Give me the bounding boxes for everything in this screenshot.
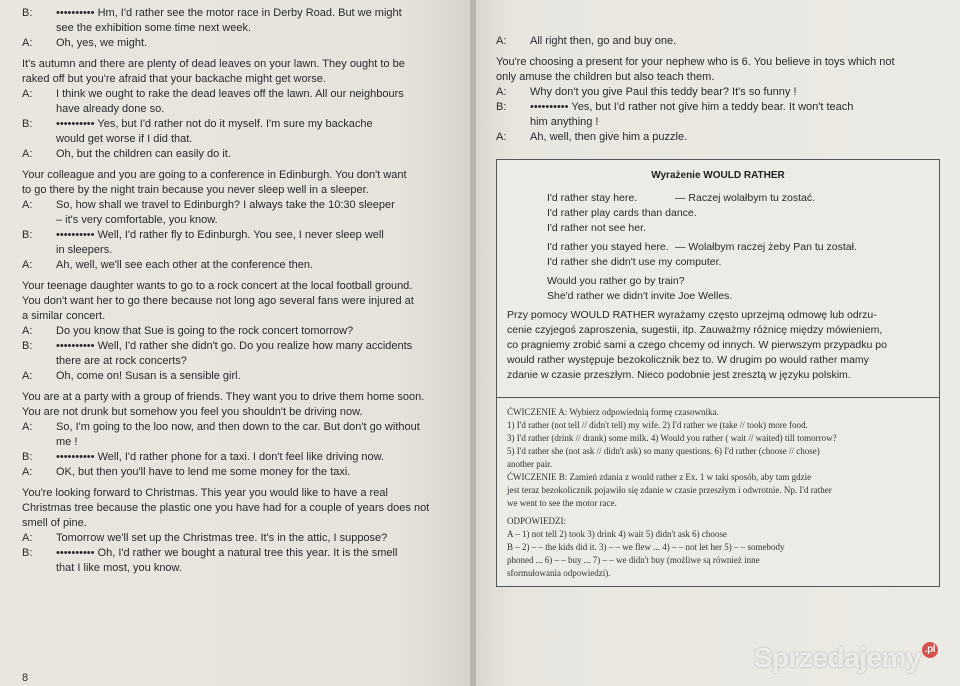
dialogue-line	[496, 130, 940, 145]
dialogue-text: •••••••••• Oh, I'd rather we bought a natural tree this year. It is the smell	[56, 547, 398, 559]
watermark-dot-icon: .pl	[922, 642, 938, 658]
speaker-label: B:	[22, 547, 33, 559]
dialogue-text: Oh, come on! Susan is a sensible girl.	[56, 370, 241, 382]
speaker-label: A:	[496, 131, 507, 143]
dialogue-line	[22, 324, 462, 339]
narration-line: a similar concert.	[22, 310, 106, 322]
exercise-b-line: we went to see the motor race.	[507, 498, 617, 508]
dialogue-line	[22, 6, 462, 21]
right-dialogue	[496, 34, 940, 145]
exercise-a	[507, 406, 929, 471]
dialogue-line	[22, 117, 462, 132]
dialogue-line	[496, 34, 940, 49]
explanation-line: would rather występuje bezokolicznik bez to. W drugim po would rather mamy	[507, 354, 869, 366]
dialogue-continuation: there are at rock concerts?	[56, 355, 187, 367]
example-english: Would you rather go by train?	[547, 275, 685, 287]
dialogue-text: •••••••••• Well, I'd rather fly to Edinburgh. You see, I never sleep well	[56, 229, 384, 241]
dialogue-line	[22, 450, 462, 465]
exercise-b-line: ĆWICZENIE B: Zamień zdania z would rather z Ex. 1 w taki sposób, aby tam gdzie	[507, 472, 812, 482]
dialogue-text: Do you know that Sue is going to the rock concert tomorrow?	[56, 325, 354, 337]
speaker-label: A:	[22, 325, 33, 337]
dialogue-text: •••••••••• Yes, but I'd rather not do it myself. I'm sure my backache	[56, 118, 373, 130]
answers-title: ODPOWIEDZI:	[507, 516, 566, 526]
dialogue-line	[22, 36, 462, 51]
answer-line: sformułowania odpowiedzi).	[507, 568, 611, 578]
example-row	[507, 289, 929, 304]
speaker-label: A:	[22, 532, 33, 544]
explanation-line: Przy pomocy WOULD RATHER wyrażamy często uprzejmą odmowę lub odrzu-	[507, 309, 877, 321]
speaker-label: A:	[22, 148, 33, 160]
speaker-label: A:	[22, 466, 33, 478]
example-english: I'd rather play cards than dance.	[547, 207, 697, 219]
narration-line: You're looking forward to Christmas. This year you would like to have a real	[22, 487, 388, 499]
watermark	[754, 642, 938, 674]
speaker-label: B:	[22, 118, 33, 130]
dialogue-text: •••••••••• Yes, but I'd rather not give him a teddy bear. It won't teach	[530, 101, 854, 113]
dialogue-line	[22, 228, 462, 243]
speaker-label: A:	[22, 37, 33, 49]
speaker-label: A:	[22, 421, 33, 433]
exercise-a-line: ĆWICZENIE A: Wybierz odpowiednią formę czasownika.	[507, 407, 719, 417]
speaker-label: B:	[496, 101, 507, 113]
example-row	[507, 274, 929, 289]
exercise-a-line: 5) I'd rather she (not ask // didn't ask) so many questions. 6) I'd rather (choose // chose)	[507, 446, 820, 456]
exercise-a-line: another pair.	[507, 459, 552, 469]
example-polish: — Raczej wolałbym tu zostać.	[675, 192, 816, 204]
dialogue-line	[22, 420, 462, 435]
speaker-label: A:	[22, 88, 33, 100]
dialogue-line	[22, 258, 462, 273]
dialogue-continuation: have already done so.	[56, 103, 165, 115]
explanation-line: cenie czyjegoś zaproszenia, sugestii, itp. Zauważmy różnicę między mówieniem,	[507, 324, 883, 336]
narration-line: Your teenage daughter wants to go to a rock concert at the local football ground.	[22, 280, 413, 292]
example-row	[507, 221, 929, 236]
dialogue-text: So, how shall we travel to Edinburgh? I always take the 10:30 sleeper	[56, 199, 395, 211]
exercise-a-line: 1) I'd rather (not tell // didn't tell) my wife. 2) I'd rather we (take // took) more food.	[507, 420, 808, 430]
exercise-b-line: jest teraz bezokolicznik pojawiło się zdanie w czasie przeszłym i odwrotnie. Np. I'd rather	[507, 485, 832, 495]
exercise-a-line: 3) I'd rather (drink // drank) some milk. 4) Would you rather ( wait // waited) till tomorrow?	[507, 433, 837, 443]
example-row	[507, 206, 929, 221]
dialogue-continuation: that I like most, you know.	[56, 562, 182, 574]
grammar-box-title: Wyrażenie WOULD RATHER	[651, 170, 785, 181]
narration-line: You don't want her to go there because not long ago several fans were injured at	[22, 295, 414, 307]
speaker-label: A:	[22, 259, 33, 271]
dialogue-line	[22, 531, 462, 546]
answer-line: A – 1) not tell 2) took 3) drink 4) wait 5) didn't ask 6) choose	[507, 529, 727, 539]
narration-line: to go there by the night train because you never sleep well in a sleeper.	[22, 184, 369, 196]
right-page	[476, 0, 960, 686]
exercise-b	[507, 471, 929, 510]
watermark-text: Sprzedajemy	[753, 642, 921, 673]
dialogue-text: OK, but then you'll have to lend me some money for the taxi.	[56, 466, 351, 478]
dialogue-text: So, I'm going to the loo now, and then down to the car. But don't go without	[56, 421, 420, 433]
dialogue-line	[22, 546, 462, 561]
dialogue-continuation: would get worse if I did that.	[56, 133, 193, 145]
answer-line: B – 2) – – the kids did it. 3) – – we flew ... 4) – – not let her 5) – – somebody	[507, 542, 785, 552]
narration-line: only amuse the children but also teach them.	[496, 71, 715, 83]
dialogue-text: •••••••••• Hm, I'd rather see the motor race in Derby Road. But we might	[56, 7, 402, 19]
dialogue-text: Tomorrow we'll set up the Christmas tree. It's in the attic, I suppose?	[56, 532, 388, 544]
example-english: She'd rather we didn't invite Joe Welles.	[547, 290, 733, 302]
dialogue-continuation: me !	[56, 436, 78, 448]
dialogue-continuation: see the exhibition some time next week.	[56, 22, 252, 34]
answer-line: phoned ... 6) – – buy ... 7) – – we didn't buy (możliwe są również inne	[507, 555, 760, 565]
dialogue-line	[22, 147, 462, 162]
speaker-label: B:	[22, 340, 33, 352]
dialogue-line	[22, 465, 462, 480]
narration-line: raked off but you're afraid that your backache might get worse.	[22, 73, 326, 85]
example-polish: — Wolałbym raczej żeby Pan tu został.	[675, 241, 857, 253]
dialogue-text: •••••••••• Well, I'd rather phone for a taxi. I don't feel like driving now.	[56, 451, 385, 463]
grammar-examples	[507, 191, 929, 304]
grammar-explanation	[507, 308, 929, 383]
narration-line: Christmas tree because the plastic one you have had for a couple of years does not	[22, 502, 430, 514]
example-english: I'd rather stay here.	[547, 192, 638, 204]
dialogue-text: Why don't you give Paul this teddy bear? It's so funny !	[530, 86, 797, 98]
explanation-line: zdanie w czasie przeszłym. Nieco podobnie jest zresztą w języku polskim.	[507, 369, 851, 381]
speaker-label: B:	[22, 229, 33, 241]
dialogue-line	[22, 198, 462, 213]
dialogue-line	[496, 85, 940, 100]
narration-line: It's autumn and there are plenty of dead leaves on your lawn. They ought to be	[22, 58, 405, 70]
dialogue-text: •••••••••• Well, I'd rather she didn't go. Do you realize how many accidents	[56, 340, 413, 352]
dialogue-continuation: in sleepers.	[56, 244, 113, 256]
speaker-label: A:	[22, 370, 33, 382]
dialogue-text: Oh, but the children can easily do it.	[56, 148, 231, 160]
page-number: 8	[22, 672, 29, 684]
grammar-box	[496, 159, 940, 587]
speaker-label: A:	[496, 86, 507, 98]
narration-line: smell of pine.	[22, 517, 87, 529]
example-row	[507, 255, 929, 270]
dialogue-continuation: him anything !	[530, 116, 599, 128]
speaker-label: B:	[22, 7, 33, 19]
dialogue-text: Ah, well, then give him a puzzle.	[530, 131, 688, 143]
box-divider	[497, 397, 939, 398]
example-row	[507, 240, 929, 255]
narration-line: You are at a party with a group of friends. They want you to drive them home soon.	[22, 391, 425, 403]
example-english: I'd rather she didn't use my computer.	[547, 256, 722, 268]
speaker-label: B:	[22, 451, 33, 463]
left-page	[0, 0, 470, 686]
dialogue-line	[22, 87, 462, 102]
dialogue-line	[496, 100, 940, 115]
dialogue-line	[22, 369, 462, 384]
explanation-line: co pragniemy zrobić sami a czego chcemy od innych. W pierwszym przypadku po	[507, 339, 887, 351]
dialogue-text: All right then, go and buy one.	[530, 35, 677, 47]
dialogue-text: Oh, yes, we might.	[56, 37, 148, 49]
narration-line: You are not drunk but somehow you feel you shouldn't be driving now.	[22, 406, 363, 418]
narration-line: Your colleague and you are going to a conference in Edinburgh. You don't want	[22, 169, 407, 181]
narration-line: You're choosing a present for your nephew who is 6. You believe in toys which not	[496, 56, 895, 68]
example-row	[507, 191, 929, 206]
example-english: I'd rather you stayed here.	[547, 241, 669, 253]
dialogue-continuation: – it's very comfortable, you know.	[56, 214, 218, 226]
example-english: I'd rather not see her.	[547, 222, 646, 234]
dialogue-text: Ah, well, we'll see each other at the conference then.	[56, 259, 314, 271]
dialogue-line	[22, 339, 462, 354]
dialogue-text: I think we ought to rake the dead leaves off the lawn. All our neighbours	[56, 88, 404, 100]
speaker-label: A:	[496, 35, 507, 47]
speaker-label: A:	[22, 199, 33, 211]
answers	[507, 528, 929, 580]
